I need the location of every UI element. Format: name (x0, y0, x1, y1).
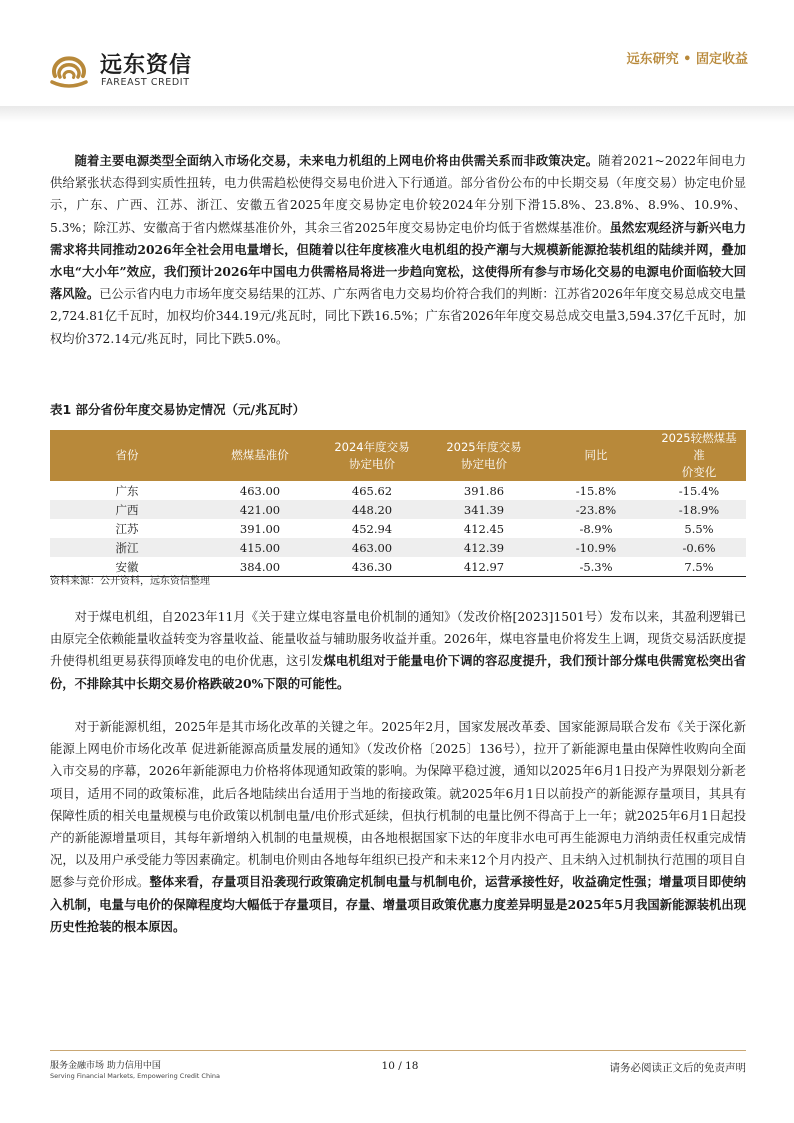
footer-divider (50, 1050, 746, 1051)
col-header-yoy: 同比 (540, 430, 652, 481)
table-cell: 广东 (50, 481, 204, 500)
table-cell: 412.39 (428, 538, 540, 557)
paragraph-2-conclusion: 煤电机组对于能量电价下调的容忍度提升，我们预计部分煤电供需宽松突出省份，不排除其中长期交易价格跌破20%下限的可能性。 (50, 653, 746, 691)
table-cell: -8.9% (540, 519, 652, 538)
table-cell: 浙江 (50, 538, 204, 557)
table-cell: 412.97 (428, 557, 540, 577)
footer-slogan-en: Serving Financial Markets, Empowering Credit China (50, 1072, 220, 1080)
table-source-note: 资料来源：公开资料，远东资信整理 (50, 576, 210, 587)
table-cell: -23.8% (540, 500, 652, 519)
table-row (50, 519, 746, 538)
header-divider-band (0, 106, 794, 122)
table-cell: 391.86 (428, 481, 540, 500)
paragraph-coal-power (50, 606, 746, 695)
table-cell: 436.30 (316, 557, 428, 577)
col-header-coal-benchmark: 燃煤基准价 (204, 430, 316, 481)
table-cell: -0.6% (652, 538, 746, 557)
paragraph-electricity-market (50, 150, 746, 350)
col-header-2025-price: 2025年度交易 协定电价 (428, 430, 540, 481)
table-cell: 463.00 (204, 481, 316, 500)
table-cell: -18.9% (652, 500, 746, 519)
table-cell: -15.4% (652, 481, 746, 500)
paragraph-1-forecast: 虽然宏观经济与新兴电力需求将共同推动2026年全社会用电量增长，但随着以往年度核准火电机组的投产潮与大规模新能源抢装机组的陆续并网，叠加水电“大小年”效应，我们预计2026年中国电力供需格局将进一步趋向宽松，这使得所有参与市场化交易的电源电价面临较大回落风险。 (50, 219, 746, 302)
paragraph-2-body: 对于煤电机组，自2023年11月《关于建立煤电容量电价机制的通知》（发改价格[2023]1501号）发布以来，其盈利逻辑已由原完全依赖能量收益转变为容量收益、能量收益与辅助服务收益并重。2026年，煤电容量电价将发生上调，现货交易活跃度提升使得机组更易获得顶峰发电的电价优惠，这引发 (50, 610, 746, 669)
table-row (50, 500, 746, 519)
paragraph-1-body: 随着2021~2022年间电力供给紧张状态得到实质性扭转，电力供需趋松使得交易电价进入下行通道。部分省份公布的中长期交易（年度交易）协定电价显示，广东、广西、江苏、浙江、安徽五省2025年度交易协定电价较2024年分别下滑15.8%、23.8%、8.9%、10.9%、5.3%；除江苏、安徽高于省内燃煤基准价外，其余三省2025年度交易协定电价均低于省燃煤基准价。 (50, 154, 746, 235)
table-cell: 安徽 (50, 557, 204, 577)
paragraph-new-energy (50, 716, 746, 938)
table-cell: 341.39 (428, 500, 540, 519)
table-title: 表1 部分省份年度交易协定情况（元/兆瓦时） (50, 402, 306, 417)
paragraph-3-body: 对于新能源机组，2025年是其市场化改革的关键之年。2025年2月，国家发展改革委、国家能源局联合发布《关于深化新能源上网电价市场化改革 促进新能源高质量发展的通知》（发改价格〔2025〕136号），拉开了新能源电量由保障性收购向全面入市交易的序幕，2026年新能源电力价格将体现通知政策的影响。为保障平稳过渡，通知以2025年6月1日投产为界限划分新老项目，适用不同的政策标准，此后各地陆续出台适用于当地的衔接政策。就2025年6月1日以前投产的新能源存量项目，其具有保障性质的相关电量规模与电价政策以机制电量/电价形式延续，但执行机制的电量比例不得高于上一年；就2025年6月1日起投产的新能源增量项目，其每年新增纳入机制的电量规模，由各地根据国家下达的年度非水电可再生能源电力消纳责任权重完成情况，以及用户承受能力等因素确定。机制电价则由各地每年组织已投产和未来12个月内投产、且未纳入过机制执行范围的项目自愿参与竞价形成。 (50, 720, 746, 890)
paragraph-1-lead: 随着主要电源类型全面纳入市场化交易，未来电力机组的上网电价将由供需关系而非政策决定。 (74, 153, 599, 168)
section-label: 远东研究 • 固定收益 (626, 52, 748, 67)
paragraph-3-conclusion: 整体来看，存量项目沿袭现行政策确定机制电量与机制电价，运营承接性好，收益确定性强；增量项目即使纳入机制，电量与电价的保障程度均大幅低于存量项目，存量、增量项目政策优惠力度差异明显是2025年5月我国新能源装机出现历史性抢装的根本原因。 (50, 874, 746, 934)
table-cell: 7.5% (652, 557, 746, 577)
table-cell: 452.94 (316, 519, 428, 538)
table-cell: 391.00 (204, 519, 316, 538)
table-cell: 415.00 (204, 538, 316, 557)
table-cell: 448.20 (316, 500, 428, 519)
table-cell: 412.45 (428, 519, 540, 538)
disclaimer-notice: 请务必阅读正文后的免责声明 (609, 1062, 746, 1074)
table-cell: 5.5% (652, 519, 746, 538)
table-cell: 江苏 (50, 519, 204, 538)
table-cell: 463.00 (316, 538, 428, 557)
col-header-province: 省份 (50, 430, 204, 481)
table-cell: 广西 (50, 500, 204, 519)
table-cell: 384.00 (204, 557, 316, 577)
table-row (50, 481, 746, 500)
col-header-vs-benchmark: 2025较燃煤基准 价变化 (652, 430, 746, 481)
table-header-row (50, 430, 746, 481)
table-cell: -15.8% (540, 481, 652, 500)
table-cell: 421.00 (204, 500, 316, 519)
concentric-rings-logo-icon (46, 46, 92, 92)
table-cell: -5.3% (540, 557, 652, 577)
page-header (0, 0, 794, 108)
table-cell: 465.62 (316, 481, 428, 500)
paragraph-1-evidence: 已公示省内电力市场年度交易结果的江苏、广东两省电力交易均价符合我们的判断：江苏省2026年年度交易总成交电量2,724.81亿千瓦时，加权均价344.19元/兆瓦时，同比下跌16.5%；广东省2026年年度交易总成交电量3,594.37亿千瓦时，加权均价372.14元/兆瓦时，同比下跌5.0%。 (50, 287, 746, 346)
provincial-trade-table (50, 430, 746, 577)
table-cell: -10.9% (540, 538, 652, 557)
table-row (50, 538, 746, 557)
logo-english-name: FAREAST CREDIT (101, 77, 190, 88)
company-logo (46, 46, 236, 94)
page-number: 10 / 18 (381, 1060, 419, 1072)
logo-chinese-name: 远东资信 (100, 53, 193, 78)
col-header-2024-price: 2024年度交易 协定电价 (316, 430, 428, 481)
footer-slogan-cn: 服务金融市场 助力信用中国 (50, 1061, 161, 1071)
